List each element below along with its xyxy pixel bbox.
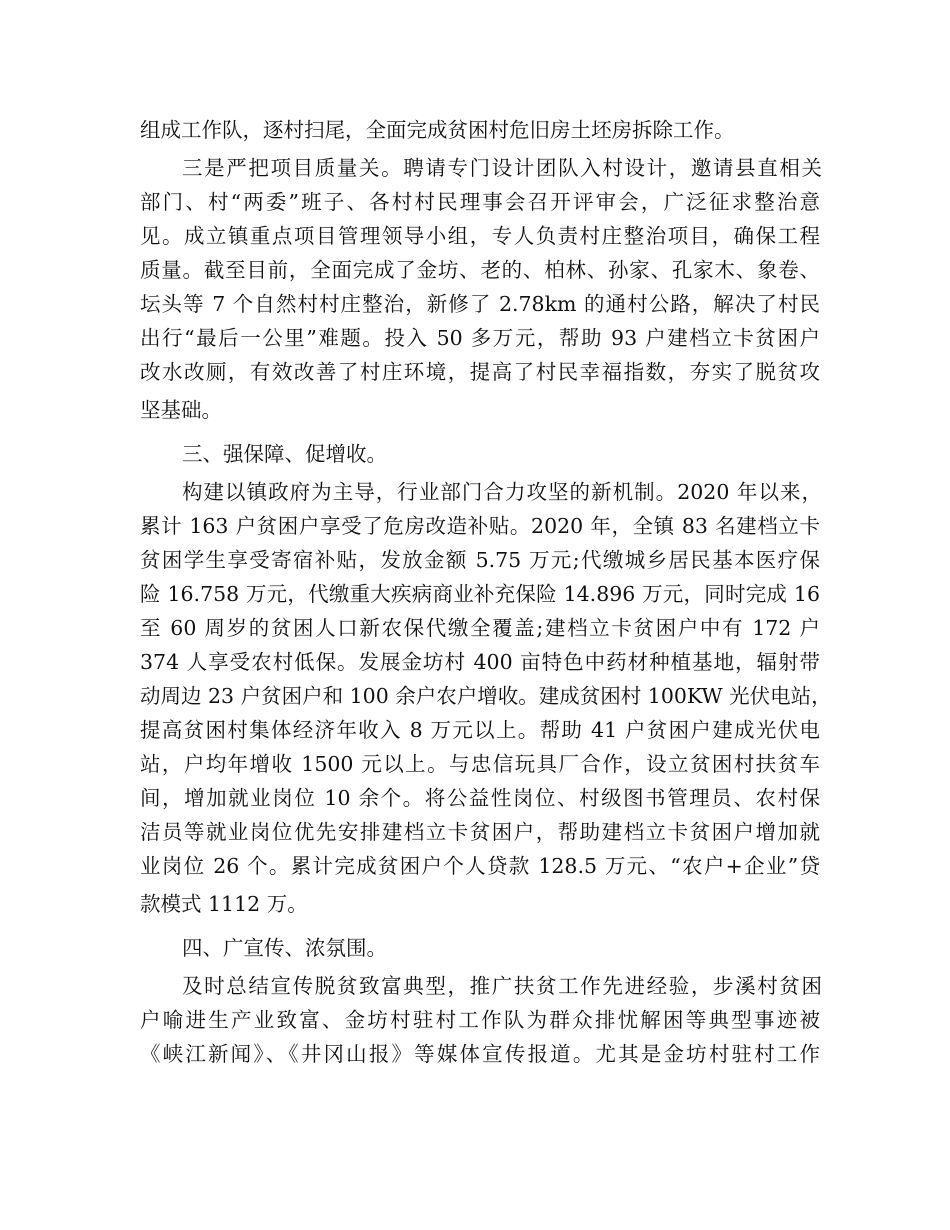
text-line: 累计 163 户贫困户享受了危房改造补贴。2020 年，全镇 83 名建档立卡 (140, 514, 820, 538)
text-line: 构建以镇政府为主导，行业部门合力攻坚的新机制。2020 年以来， (182, 480, 822, 504)
text-line: 见。成立镇重点项目管理领导小组，专人负责村庄整治项目，确保工程 (140, 224, 820, 248)
text-line: 动周边 23 户贫困户和 100 余户农户增收。建成贫困村 100KW 光伏电站， (140, 684, 832, 708)
section-heading: 四、广宣传、浓氛围。 (182, 936, 387, 960)
text-line: 三是严把项目质量关。聘请专门设计团队入村设计，邀请县直相关 (182, 156, 822, 180)
section-heading: 三、强保障、促增收。 (182, 442, 387, 466)
text-line: 提高贫困村集体经济年收入 8 万元以上。帮助 41 户贫困户建成光伏电 (140, 718, 820, 742)
text-line: 《峡江新闻》、《井冈山报》等媒体宣传报道。尤其是金坊村驻村工作 (140, 1042, 820, 1066)
text-line: 出行“最后一公里”难题。投入 50 多万元，帮助 93 户建档立卡贫困户 (140, 326, 820, 350)
text-line: 业岗位 26 个。累计完成贫困户个人贷款 128.5 万元、“农户+企业”贷 (140, 854, 820, 878)
text-line: 至 60 周岁的贫困人口新农保代缴全覆盖;建档立卡贫困户中有 172 户 (140, 616, 820, 640)
text-line: 贫困学生享受寄宿补贴，发放金额 5.75 万元;代缴城乡居民基本医疗保 (140, 548, 820, 572)
text-line: 组成工作队，逐村扫尾，全面完成贫困村危旧房土坯房拆除工作。 (140, 118, 735, 142)
text-line: 坛头等 7 个自然村村庄整治，新修了 2.78km 的通村公路，解决了村民 (140, 292, 820, 316)
text-line: 险 16.758 万元，代缴重大疾病商业补充保险 14.896 万元，同时完成 16 (140, 582, 820, 606)
text-line: 站，户均年增收 1500 元以上。与忠信玩具厂合作，设立贫困村扶贫车 (140, 752, 820, 776)
text-line: 374 人享受农村低保。发展金坊村 400 亩特色中药材种植基地，辐射带 (140, 650, 820, 674)
text-line: 部门、村“两委”班子、各村村民理事会召开评审会，广泛征求整治意 (140, 190, 820, 214)
text-line: 间，增加就业岗位 10 余个。将公益性岗位、村级图书管理员、农村保 (140, 786, 820, 810)
text-line: 坚基础。 (140, 398, 222, 422)
text-line: 户喻进生产业致富、金坊村驻村工作队为群众排忧解困等典型事迹被 (140, 1008, 820, 1032)
text-line: 及时总结宣传脱贫致富典型，推广扶贫工作先进经验，步溪村贫困 (182, 974, 822, 998)
text-line: 洁员等就业岗位优先安排建档立卡贫困户，帮助建档立卡贫困户增加就 (140, 820, 820, 844)
text-line: 质量。截至目前，全面完成了金坊、老的、柏林、孙家、孔家木、象卷、 (140, 258, 820, 282)
text-line: 款模式 1112 万。 (140, 892, 308, 916)
text-line: 改水改厕，有效改善了村庄环境，提高了村民幸福指数，夯实了脱贫攻 (140, 360, 820, 384)
